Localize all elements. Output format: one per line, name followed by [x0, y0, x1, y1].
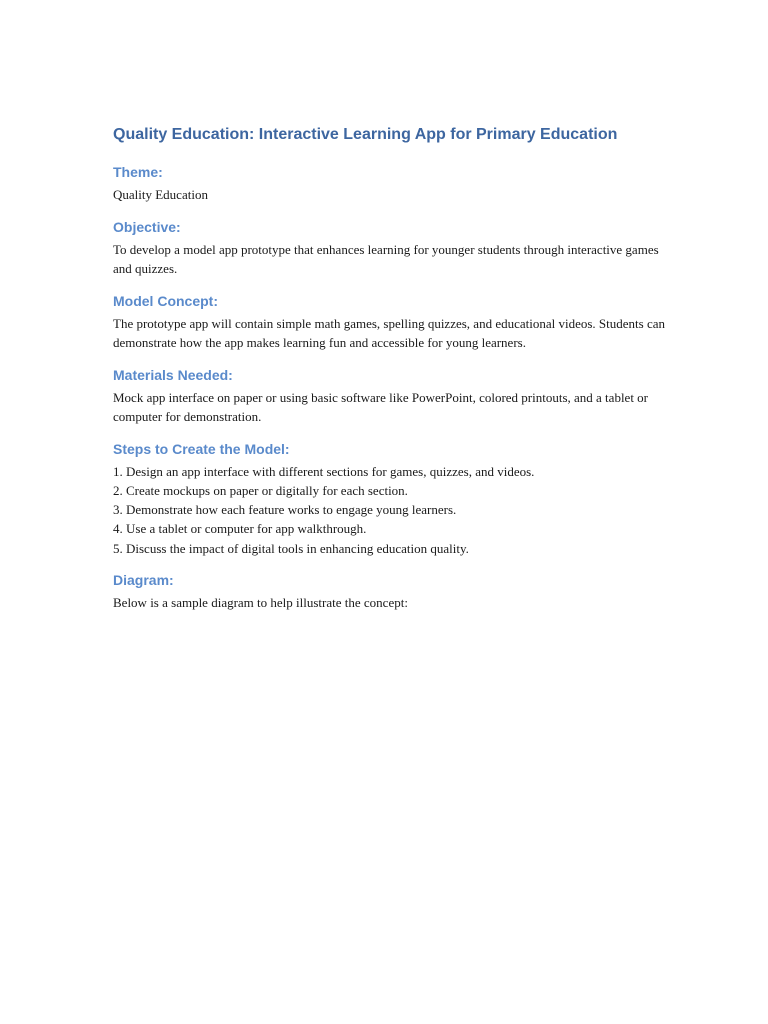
diagram-body: Below is a sample diagram to help illustrate the concept:: [113, 594, 408, 610]
section-materials: [113, 366, 673, 427]
section-diagram: [113, 571, 673, 613]
step-item: 5. Discuss the impact of digital tools in enhancing education quality.: [113, 540, 469, 556]
objective-heading: Objective:: [113, 218, 181, 235]
section-theme: [113, 163, 673, 205]
materials-heading: Materials Needed:: [113, 366, 233, 383]
step-item: 3. Demonstrate how each feature works to engage young learners.: [113, 502, 457, 518]
steps-heading: Steps to Create the Model:: [113, 440, 290, 457]
document-page: [113, 124, 673, 625]
section-objective: [113, 218, 673, 279]
section-steps: [113, 440, 673, 558]
section-model-concept: [113, 292, 673, 353]
step-item: 1. Design an app interface with different sections for games, quizzes, and videos.: [113, 463, 535, 479]
theme-body: Quality Education: [113, 187, 208, 202]
objective-body: To develop a model app prototype that enhances learning for younger students through interactive games and quizzes.: [113, 241, 659, 276]
model-concept-body: The prototype app will contain simple math games, spelling quizzes, and educational videos. Students can demonstrate how the app makes learning fun and accessible for young learners.: [113, 315, 666, 350]
model-concept-heading: Model Concept:: [113, 292, 218, 309]
step-item: 2. Create mockups on paper or digitally for each section.: [113, 482, 408, 498]
step-item: 4. Use a tablet or computer for app walkthrough.: [113, 521, 367, 537]
steps-list: [113, 462, 673, 558]
materials-body: Mock app interface on paper or using basic software like PowerPoint, colored printouts, and a tablet or computer for demonstration.: [113, 389, 649, 424]
document-title: Quality Education: Interactive Learning App for Primary Education: [113, 126, 618, 143]
diagram-heading: Diagram:: [113, 571, 174, 588]
theme-heading: Theme:: [113, 164, 163, 180]
